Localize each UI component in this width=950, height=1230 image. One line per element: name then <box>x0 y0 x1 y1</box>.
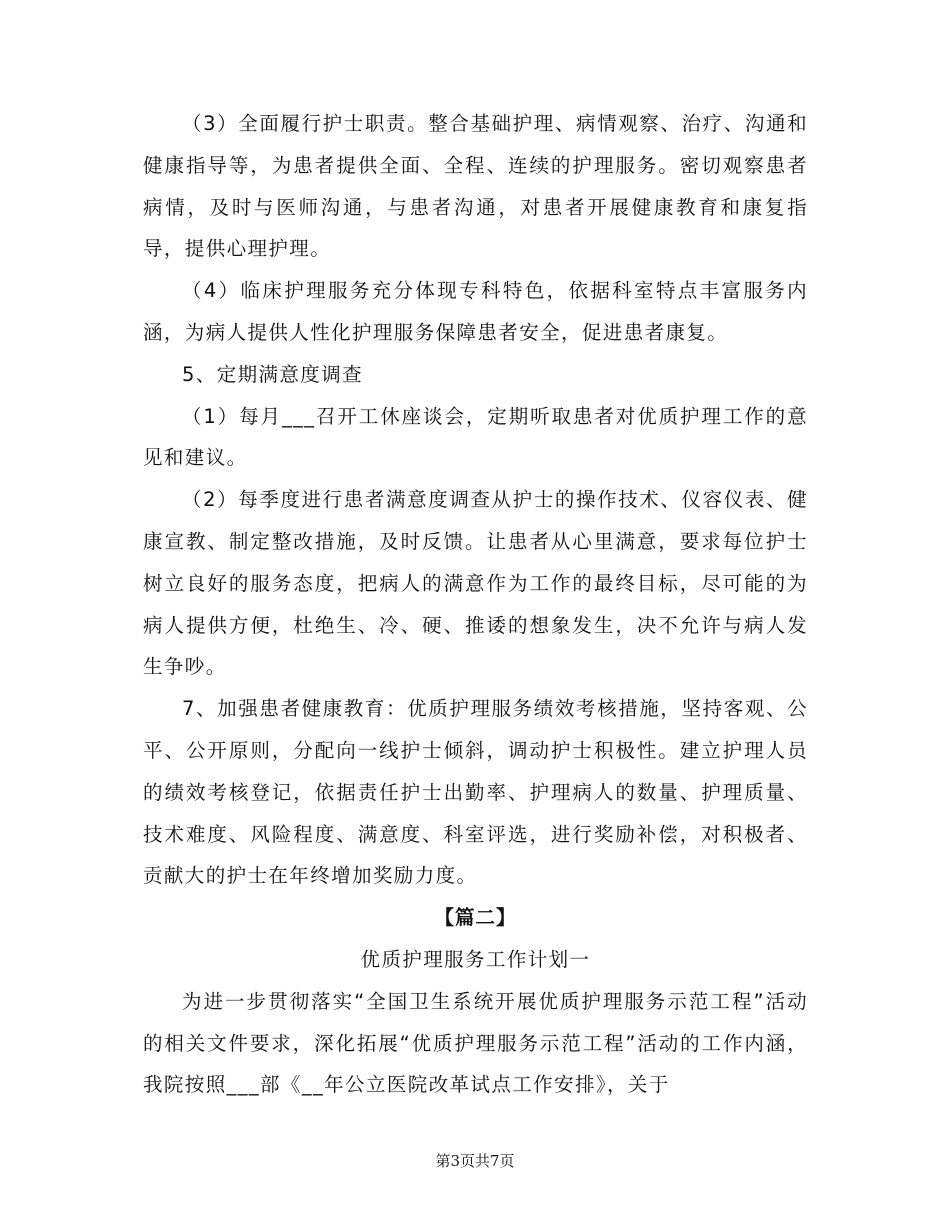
paragraph-monthly-meeting: （1）每月___召开工休座谈会，定期听取患者对优质护理工作的意见和建议。 <box>143 404 808 470</box>
section-heading: 【篇二】 <box>434 906 517 930</box>
paragraph-satisfaction-heading: 5、定期满意度调查 <box>182 362 364 386</box>
paragraph-intro: 为进一步贯彻落实“全国卫生系统开展优质护理服务示范工程”活动的相关文件要求，深化拓展“优质护理服务示范工程”活动的工作内涵，我院按照___部《__年公立医院改革试点工作安排》，关于 <box>143 989 808 1097</box>
document-body <box>143 103 808 1106</box>
paragraph-nurse-duties: （3）全面履行护士职责。整合基础护理、病情观察、治疗、沟通和健康指导等，为患者提供全面、全程、连续的护理服务。密切观察患者病情，及时与医师沟通，与患者沟通，对患者开展健康教育和康复指导，提供心理护理。 <box>143 112 808 261</box>
section-title: 优质护理服务工作计划一 <box>360 947 591 971</box>
paragraph-specialty-features: （4）临床护理服务充分体现专科特色，依据科室特点丰富服务内涵，为病人提供人性化护理服务保障患者安全，促进患者康复。 <box>143 279 808 344</box>
paragraph-quarterly-survey: （2）每季度进行患者满意度调查从护士的操作技术、仪容仪表、健康宣教、制定整改措施，及时反馈。让患者从心里满意，要求每位护士树立良好的服务态度，把病人的满意作为工作的最终目标，尽可能的为病人提供方便，杜绝生、冷、硬、推诿的想象发生，决不允许与病人发生争吵。 <box>143 488 808 679</box>
page-number-footer: 第3页共7页 <box>435 1152 515 1170</box>
paragraph-health-education: 7、加强患者健康教育：优质护理服务绩效考核措施，坚持客观、公平、公开原则，分配向一线护士倾斜，调动护士积极性。建立护理人员的绩效考核登记，依据责任护士出勤率、护理病人的数量、护理质量、技术难度、风险程度、满意度、科室评选，进行奖励补偿，对积极者、贡献大的护士在年终增加奖励力度。 <box>143 697 808 888</box>
